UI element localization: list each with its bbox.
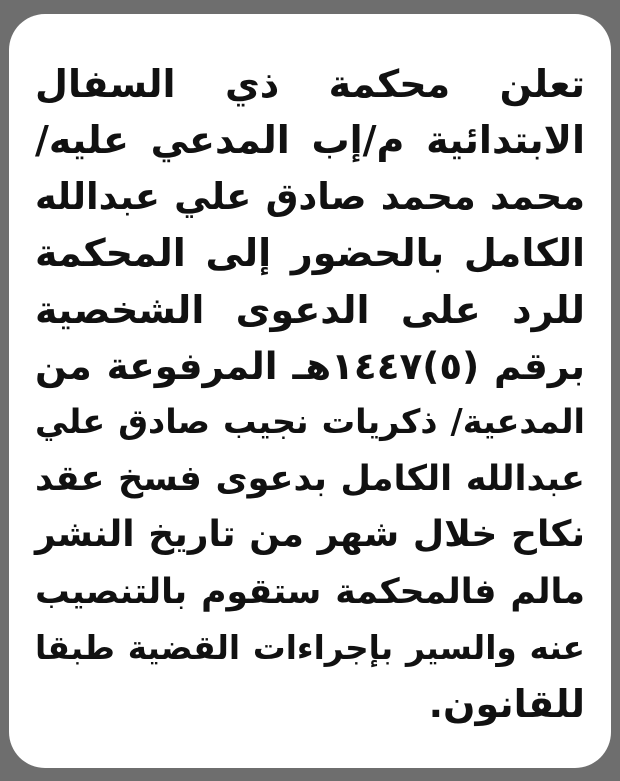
- notice-line-12: للقانون.: [428, 682, 585, 727]
- notice-card: [9, 14, 611, 768]
- notice-line-10: مالم فالمحكمة ستقوم بالتنصيب: [35, 571, 585, 612]
- notice-line-6: برقم (٥)١٤٤٧هـ المرفوعة من: [35, 343, 586, 388]
- notice-line-4: الكامل بالحضور إلى المحكمة: [35, 231, 585, 276]
- notice-line-1: تعلن محكمة ذي السفال: [35, 62, 585, 106]
- notice-line-7: المدعية/ ذكريات نجيب صادق علي: [35, 402, 585, 442]
- court-notice-text: [35, 56, 585, 733]
- notice-line-9: نكاح خلال شهر من تاريخ النشر: [35, 514, 585, 556]
- notice-line-3: محمد محمد صادق علي عبدالله: [35, 174, 585, 218]
- notice-line-5: للرد على الدعوى الشخصية: [35, 287, 585, 332]
- notice-line-8: عبدالله الكامل بدعوى فسخ عقد: [35, 457, 585, 499]
- notice-line-2: الابتدائية م/إب المدعي عليه/: [35, 118, 585, 163]
- notice-line-11: عنه والسير بإجراءات القضية طبقا: [35, 628, 585, 667]
